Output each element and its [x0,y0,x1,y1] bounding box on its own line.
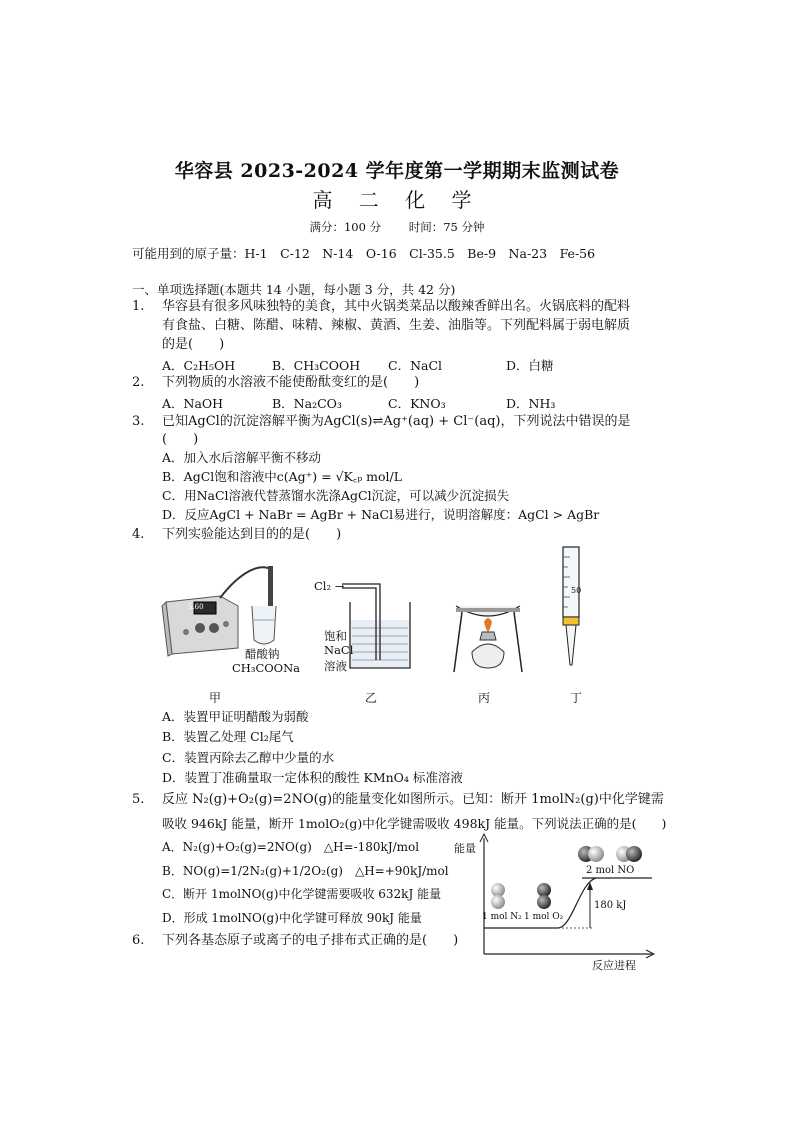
q5-option-b: B．NO(g)=1/2N₂(g)+1/2O₂(g) △H=+90kJ/mol [162,864,449,878]
ph-meter-reading: 5.60 [188,603,204,611]
full-score: 满分：100 分 [309,220,382,234]
q1-line3: 的是( ) [162,337,225,352]
n2-label: 1 mol N₂ [482,912,522,922]
q4-option-a: A．装置甲证明醋酸为弱酸 [162,709,309,724]
fig-label-jia: 甲 [209,691,222,705]
q1-line2: 有食盐、白糖、陈醋、味精、辣椒、黄酒、生姜、油脂等。下列配料属于弱电解质 [162,318,631,333]
q1-option-a: A．C₂H₅OH [162,358,236,373]
q4-line1: 下列实验能达到目的的是( ) [162,527,342,542]
q6-line1: 下列各基态原子或离子的电子排布式正确的是( ) [162,933,459,948]
q1-options [162,356,554,374]
subject-title: 高 二 化 学 [312,188,482,212]
q1-line1: 华容县有很多风味独特的美食，其中火锅类菜品以酸辣香鲜出名。火锅底料的配料 [162,299,631,314]
q5-line2: 吸收 946kJ 能量，断开 1molO₂(g)中化学键需吸收 498kJ 能量。下列说法正确的是( ) [162,816,667,831]
evaporation-apparatus [452,596,524,676]
q5-line1: 反应 N₂(g)+O₂(g)=2NO(g)的能量变化如图所示。已知：断开 1molN₂(g)中化学键需 [162,792,664,807]
q2-option-a: A．NaOH [162,396,224,411]
q1-option-c: C．NaCl [388,358,443,373]
q2-option-c: C．KNO₃ [388,396,446,411]
q2-option-d: D．NH₃ [506,396,556,411]
no-molecule-1 [578,846,604,862]
delta-h-label: 180 kJ [594,900,627,911]
reaction-progress-label: 反应进程 [592,959,636,972]
sodium-acetate-formula: CH₃COONa [232,661,301,675]
burette-apparatus [556,545,586,675]
q3-number: 3. [132,414,145,429]
q3-line2: ( ) [162,432,199,447]
q6-number: 6. [132,933,145,948]
burette-mark: 50 [571,586,582,595]
q4-number: 4. [132,527,145,542]
q5-option-d: D．形成 1molNO(g)中化学键可释放 90kJ 能量 [162,911,422,925]
o2-label: 1 mol O₂ [524,912,564,922]
fig-label-bing: 丙 [478,691,491,705]
nacl-label: NaCl [324,643,354,657]
y-axis [480,834,488,954]
q5-option-c: C．断开 1molNO(g)中化学键需要吸收 632kJ 能量 [162,887,442,901]
q2-options [162,394,555,412]
no-molecule-2 [616,846,642,862]
atomic-masses: 可能用到的原子量：H-1 C-12 N-14 O-16 Cl-35.5 Be-9 Na-23 Fe-56 [132,246,596,261]
q3-option-a: A．加入水后溶解平衡不移动 [162,450,322,465]
q2-line1: 下列物质的水溶液不能使酚酞变红的是( ) [162,375,420,390]
o2-molecule [537,883,551,909]
product-label: 2 mol NO [586,865,635,876]
exam-title: 华容县 2023-2024 学年度第一学期期末监测试卷 [174,160,620,182]
q1-option-d: D．白糖 [506,358,554,373]
q2-number: 2. [132,375,145,390]
q1-number: 1. [132,299,145,314]
q5-number: 5. [132,792,145,807]
energy-diagram [476,832,656,964]
q3-option-b: B．AgCl饱和溶液中c(Ag⁺) = √K꜀ₚ mol/L [162,469,403,484]
n2-molecule [491,883,505,909]
fig-label-yi: 乙 [365,691,378,705]
solution-label: 溶液 [324,659,347,673]
cl2-inlet-label: Cl₂ → [314,579,345,593]
fig-label-ding: 丁 [570,691,583,705]
q1-option-b: B．CH₃COOH [272,358,361,373]
score-time-line [0,219,794,235]
q3-option-c: C．用NaCl溶液代替蒸馏水洗涤AgCl沉淀，可以减少沉淀损失 [162,488,510,503]
saturated-label: 饱和 [324,629,347,643]
q4-option-c: C．装置丙除去乙醇中少量的水 [162,750,335,765]
cl2-absorption-apparatus [340,578,420,674]
q5-option-a: A．N₂(g)+O₂(g)=2NO(g) △H=-180kJ/mol [162,840,420,854]
q3-line1: 已知AgCl的沉淀溶解平衡为AgCl(s)⇌Ag⁺(aq) + Cl⁻(aq)，下列说法中错误的是 [162,414,631,429]
sodium-acetate-label: 醋酸钠 [245,647,280,661]
section-title: 一、单项选择题(本题共 14 小题，每小题 3 分，共 42 分) [132,282,456,297]
q4-option-d: D．装置丁准确量取一定体积的酸性 KMnO₄ 标准溶液 [162,770,463,785]
q2-option-b: B．Na₂CO₃ [272,396,342,411]
q3-option-d: D．反应AgCl + NaBr = AgBr + NaCl易进行，说明溶解度：AgCl > AgBr [162,507,600,522]
q4-option-b: B．装置乙处理 Cl₂尾气 [162,729,294,744]
energy-axis-label: 能量 [454,842,476,855]
exam-time: 时间：75 分钟 [408,220,485,234]
